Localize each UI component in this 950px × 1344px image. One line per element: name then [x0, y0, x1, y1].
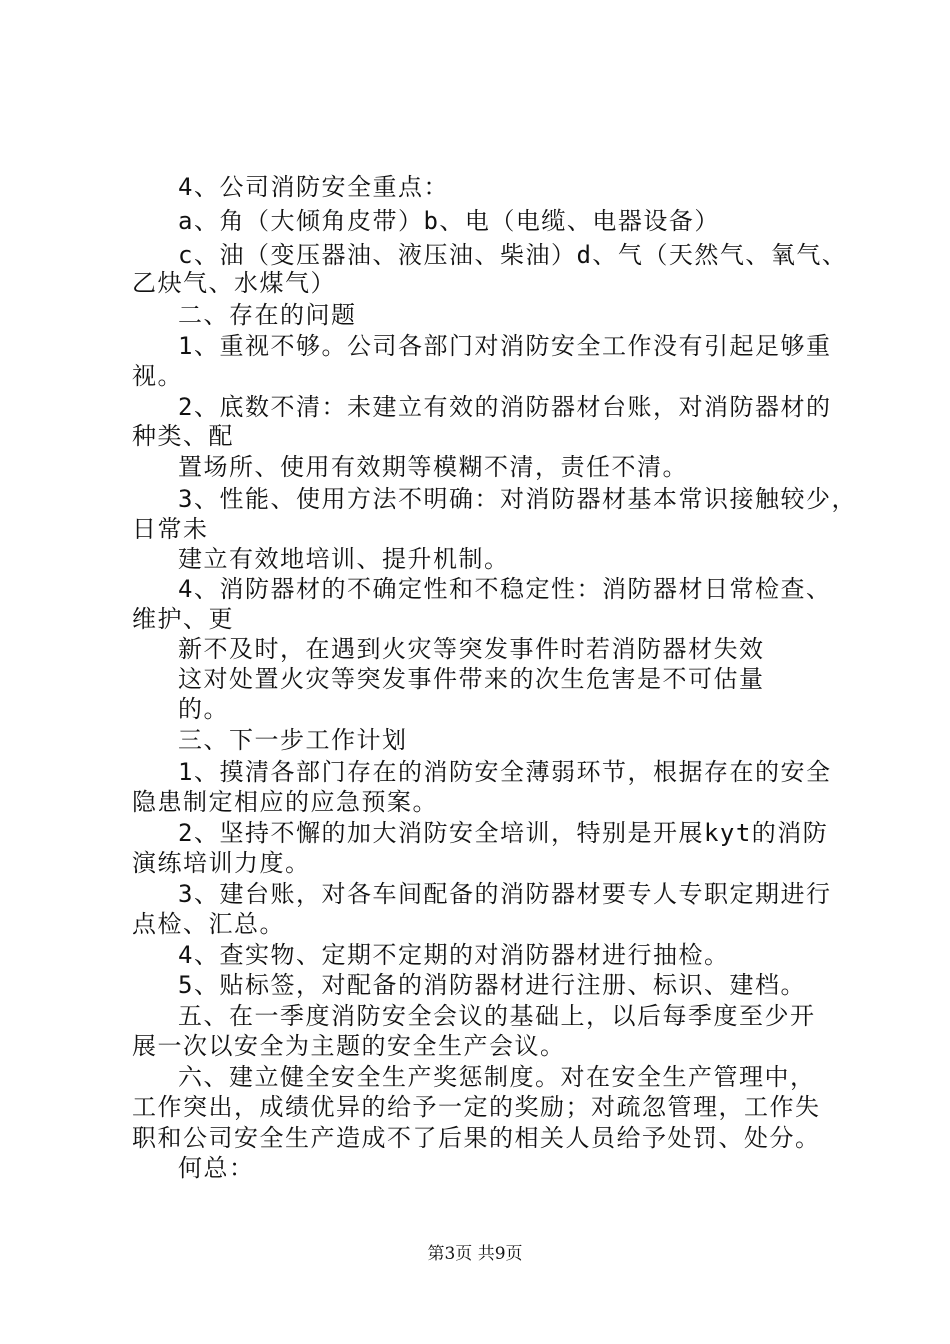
- text-line: 维护、更: [132, 605, 234, 633]
- text-line: 2、底数不清：未建立有效的消防器材台账，对消防器材的: [178, 393, 832, 421]
- text-line: 何总：: [178, 1154, 255, 1182]
- text-line: 1、摸清各部门存在的消防安全薄弱环节，根据存在的安全: [178, 758, 832, 786]
- text-line: 演练培训力度。: [132, 849, 311, 877]
- text-line: 工作突出，成绩优异的给予一定的奖励；对疏忽管理，工作失: [132, 1093, 821, 1121]
- text-line: 4、公司消防安全重点：: [178, 173, 449, 201]
- text-line: 新不及时，在遇到火灾等突发事件时若消防器材失效: [178, 635, 765, 663]
- text-line: 3、建台账，对各车间配备的消防器材要专人专职定期进行: [178, 880, 832, 908]
- text-line: 种类、配: [132, 422, 234, 450]
- text-line: 5、贴标签，对配备的消防器材进行注册、标识、建档。: [178, 971, 806, 999]
- text-line: 3、性能、使用方法不明确：对消防器材基本常识接触较少，: [178, 485, 857, 513]
- text-line: 乙炔气、水煤气）: [132, 269, 336, 297]
- text-line: 1、重视不够。公司各部门对消防安全工作没有引起足够重: [178, 332, 832, 360]
- text-line: 4、查实物、定期不定期的对消防器材进行抽检。: [178, 941, 730, 969]
- page-number: 第3页 共9页: [427, 1244, 523, 1264]
- text-line: 建立有效地培训、提升机制。: [178, 545, 510, 573]
- text-line: c、油（变压器油、液压油、柴油）d、气（天然气、氧气、: [178, 241, 848, 269]
- text-line: 4、消防器材的不确定性和不稳定性：消防器材日常检查、: [178, 575, 832, 603]
- text-line: 置场所、使用有效期等模糊不清，责任不清。: [178, 453, 688, 481]
- text-line: 2、坚持不懈的加大消防安全培训，特别是开展kyt的消防: [178, 819, 829, 847]
- text-line: a、角（大倾角皮带）b、电（电缆、电器设备）: [178, 207, 720, 235]
- section-heading: 三、下一步工作计划: [178, 726, 408, 754]
- text-line: 六、建立健全安全生产奖惩制度。对在安全生产管理中，: [178, 1063, 816, 1091]
- text-line: 日常未: [132, 515, 209, 543]
- text-line: 的。: [178, 695, 229, 723]
- text-line: 职和公司安全生产造成不了后果的相关人员给予处罚、处分。: [132, 1124, 821, 1152]
- text-line: 这对处置火灾等突发事件带来的次生危害是不可估量: [178, 665, 765, 693]
- text-line: 点检、汇总。: [132, 910, 285, 938]
- section-heading: 二、存在的问题: [178, 301, 357, 329]
- text-line: 五、在一季度消防安全会议的基础上，以后每季度至少开: [178, 1002, 816, 1030]
- text-line: 展一次以安全为主题的安全生产会议。: [132, 1032, 566, 1060]
- text-line: 视。: [132, 362, 183, 390]
- text-line: 隐患制定相应的应急预案。: [132, 788, 438, 816]
